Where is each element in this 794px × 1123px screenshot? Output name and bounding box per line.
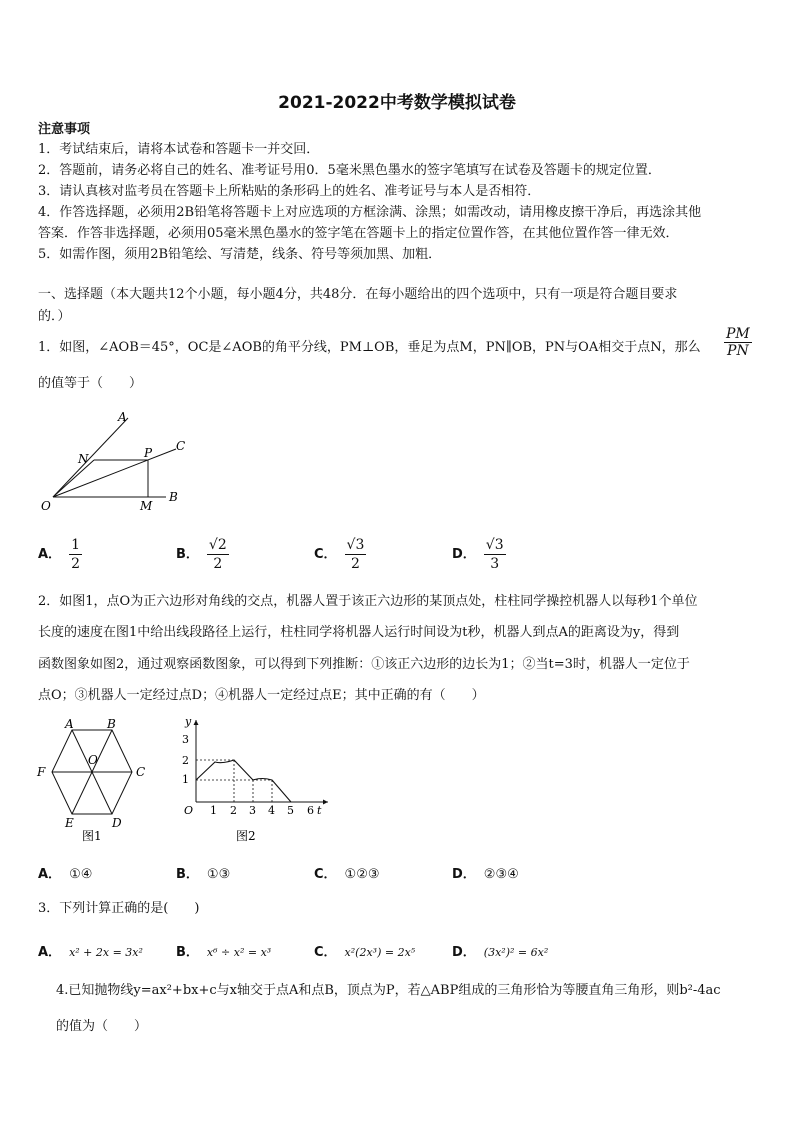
q4-text: 4.已知抛物线y=ax²+bx+c与x轴交于点A和点B，顶点为P，若△ABP组成的三角形恰为等腰直角三角形，则b²-4ac (56, 983, 721, 998)
option-text: x⁶ ÷ x² = x³ (206, 946, 272, 959)
q1-fraction (724, 326, 752, 359)
option-label: B． (176, 867, 199, 882)
y-tick-label: 3 (182, 733, 189, 746)
notice-item: 5．如需作图，须用2B铅笔绘、写清楚，线条、符号等须加黑、加粗． (38, 247, 442, 262)
x-axis-arrow (323, 800, 328, 805)
label-m: M (140, 499, 153, 513)
q2-text: 点O；③机器人一定经过点D；④机器人一定经过点E；其中正确的有（ ） (38, 688, 485, 703)
q2-text: 函数图象如图2，通过观察函数图象，可以得到下列推断：①该正六边形的边长为1；②当t=3时，机器人一定位于 (38, 657, 690, 672)
section-heading-cont: 的．） (38, 309, 71, 324)
label-p: P (144, 446, 153, 460)
option-text: x²(2x³) = 2x⁵ (344, 946, 416, 959)
label-e: E (65, 816, 74, 830)
option-text: (3x²)² = 6x² (483, 946, 549, 959)
x-tick-label: 1 (210, 804, 217, 817)
q4-text-cont: 的值为（ ） (56, 1019, 148, 1034)
x-axis-label: t (317, 804, 322, 817)
label-b: B (169, 490, 178, 504)
option-label: C． (314, 547, 337, 562)
label-c: C (136, 765, 146, 779)
ray-oa (53, 418, 128, 497)
option-text: x² + 2x = 3x² (69, 946, 143, 959)
q2-text: 2．如图1，点O为正六边形对角线的交点，机器人置于该正六边形的某顶点处，柱柱同学操控机器人以每秒1个单位 (38, 594, 698, 609)
frac-den: 3 (490, 556, 500, 572)
option-label: C． (314, 945, 337, 960)
q2-option-a (38, 863, 92, 882)
q1-figure (36, 405, 196, 517)
option-text: ②③④ (483, 867, 519, 882)
option-label: D． (452, 867, 476, 882)
x-tick-label: 2 (230, 804, 237, 817)
notice-item: 1．考试结束后，请将本试卷和答题卡一并交回． (38, 142, 320, 157)
y-tick-label: 2 (182, 754, 189, 767)
option-label: D． (452, 945, 476, 960)
label-c: C (176, 439, 186, 453)
label-d: D (112, 816, 122, 830)
q1-option-a (38, 536, 82, 573)
frac-num: 1 (71, 537, 80, 553)
notice-item: 2．答题前，请务必将自己的姓名、准考证号用0．5毫米黑色墨水的签字笔填写在试卷及答题卡的规定位置． (38, 163, 661, 178)
frac-num: √3 (485, 537, 504, 553)
q2-text: 长度的速度在图1中给出线段路径上运行，柱柱同学将机器人运行时间设为t秒，机器人到点A的距离设为y，得到 (38, 625, 680, 640)
page-title: 2021-2022中考数学模拟试卷 (278, 93, 516, 113)
q1-frac-num: PM (726, 326, 750, 342)
option-text: ①②③ (344, 867, 380, 882)
x-tick-label: 6 (307, 804, 314, 817)
label-o: O (88, 753, 98, 767)
label-f: F (37, 765, 46, 779)
section-heading: 一、选择题（本大题共12个小题，每小题4分，共48分．在每小题给出的四个选项中，只有一项是符合题目要求 (38, 287, 678, 302)
origin-label: O (184, 804, 194, 817)
y-axis-label: y (185, 715, 192, 728)
label-b: B (107, 717, 116, 731)
q3-option-a (38, 941, 143, 960)
y-axis-arrow (194, 720, 199, 725)
q1-option-d (452, 536, 506, 573)
option-label: B． (176, 547, 199, 562)
notice-item: 3．请认真核对监考员在答题卡上所粘贴的条形码上的姓名、准考证号与本人是否相符． (38, 184, 541, 199)
q1-option-c (314, 536, 366, 573)
y-tick-label: 1 (182, 773, 189, 786)
label-n: N (78, 452, 89, 466)
fig1-caption: 图1 (82, 829, 102, 843)
q1-text-cont: 的值等于（ ） (38, 376, 143, 391)
frac-den: 2 (351, 556, 360, 572)
fig2-caption: 图2 (236, 829, 256, 843)
label-a: A (118, 410, 127, 424)
option-label: C． (314, 867, 337, 882)
notice-heading: 注意事项 (38, 122, 91, 137)
q3-text: 3．下列计算正确的是( ) (38, 901, 200, 916)
frac-den: 2 (213, 556, 223, 572)
q3-option-c (314, 941, 415, 960)
option-label: D． (452, 547, 476, 562)
x-tick-label: 3 (249, 804, 256, 817)
q1-option-b (176, 536, 229, 573)
notice-item: 答案．作答非选择题，必须用05毫米黑色墨水的签字笔在答题卡上的指定位置作答，在其他位置作答一律无效． (38, 226, 679, 241)
frac-num: √2 (208, 537, 227, 553)
q3-option-b (176, 941, 271, 960)
label-a: A (65, 717, 74, 731)
q2-graph-figure (176, 714, 332, 846)
q2-hexagon-figure (34, 714, 158, 846)
option-label: A． (38, 945, 62, 960)
option-text: ①③ (206, 867, 231, 882)
function-curve (196, 760, 291, 802)
option-label: B． (176, 945, 199, 960)
q2-option-d (452, 863, 519, 882)
label-o: O (41, 499, 51, 513)
option-text: ①④ (69, 867, 93, 882)
frac-den: 2 (71, 556, 80, 572)
q2-option-b (176, 863, 230, 882)
x-tick-label: 5 (287, 804, 294, 817)
frac-num: √3 (346, 537, 365, 553)
notice-item: 4．作答选择题，必须用2B铅笔将答题卡上对应选项的方框涂满、涂黑；如需改动，请用橡皮擦干净后，再选涂其他 (38, 205, 702, 220)
q1-text: 1．如图，∠AOB＝45°，OC是∠AOB的角平分线，PM⊥OB，垂足为点M，PN∥OB，PN与OA相交于点N，那么 (38, 340, 701, 355)
x-tick-label: 4 (268, 804, 275, 817)
q3-option-d (452, 941, 548, 960)
option-label: A． (38, 867, 62, 882)
option-label: A． (38, 547, 62, 562)
ray-oc (53, 449, 176, 497)
q2-option-c (314, 863, 380, 882)
q1-frac-den: PN (727, 343, 749, 359)
